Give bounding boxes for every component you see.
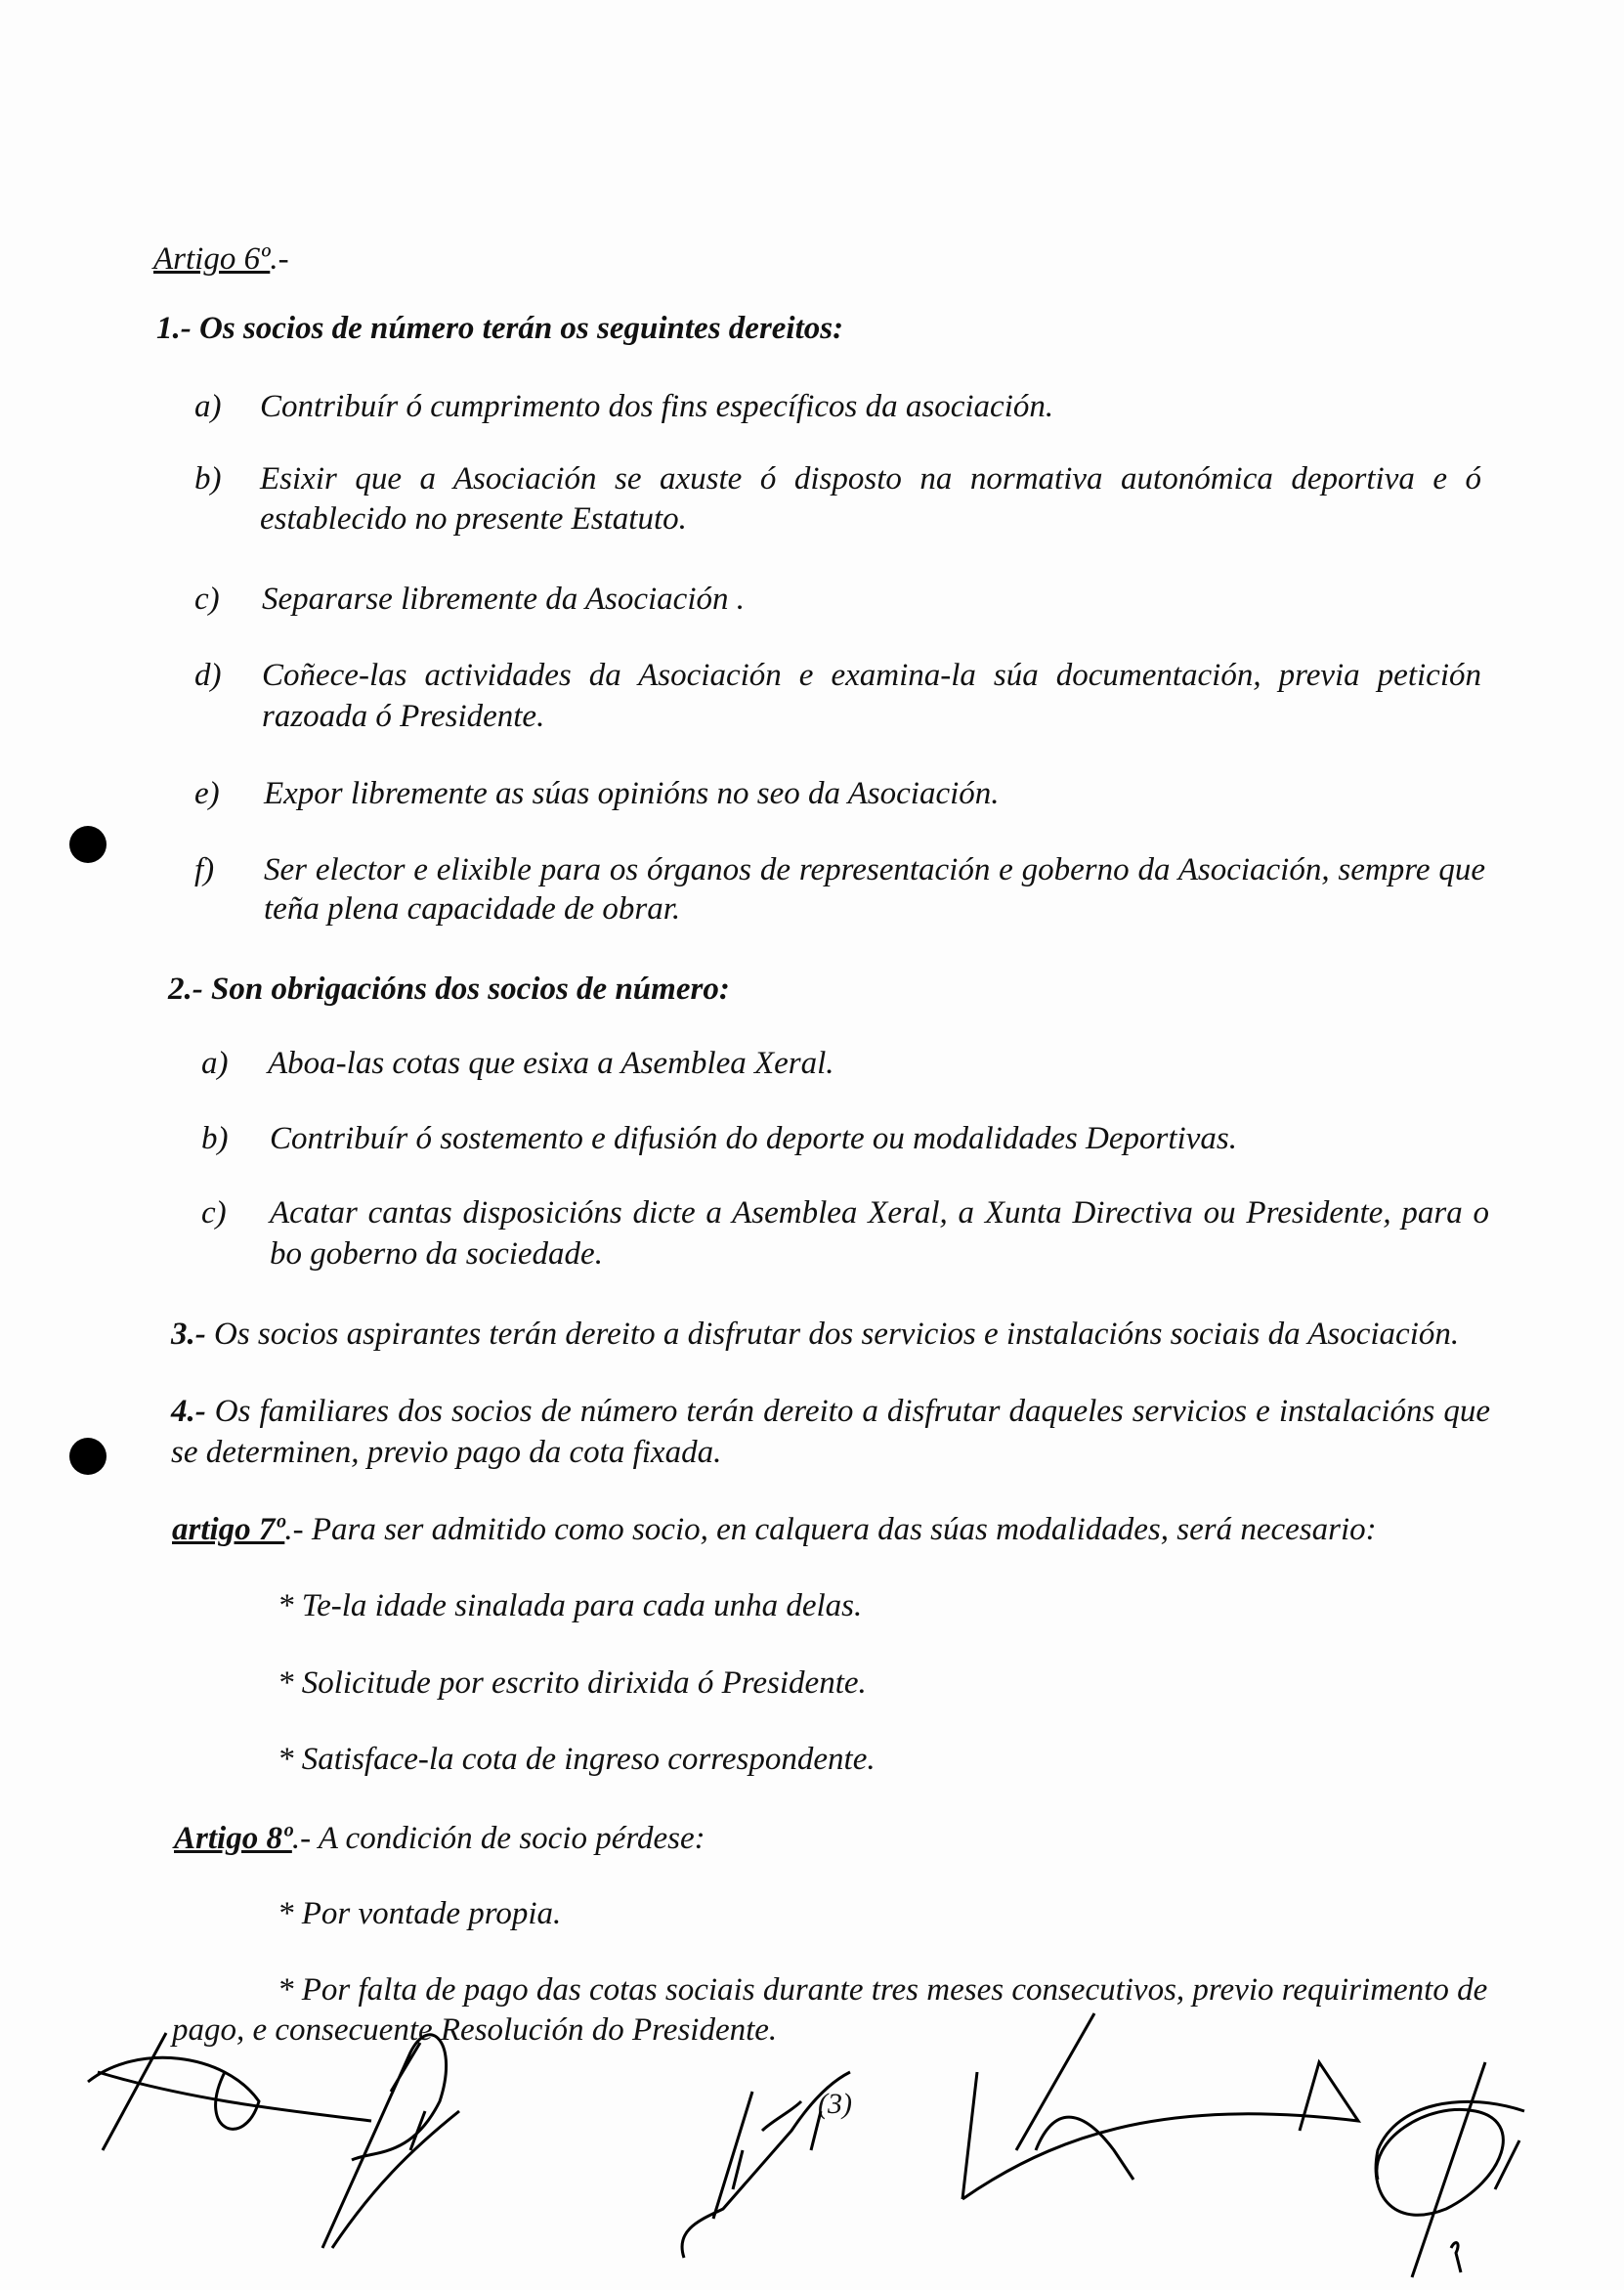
article8: Artigo 8º.- A condición de socio pérdese: — [174, 1821, 705, 1856]
item-text: Acatar cantas disposicións dicte a Asemblea Xeral, a Xunta Directiva ou Presidente, para o — [270, 1195, 1489, 1231]
signature-3 — [682, 2072, 850, 2258]
section1-title: 1.- Os socios de número terán os seguintes dereitos: — [156, 311, 844, 346]
item-label: c) — [201, 1195, 227, 1231]
section4-line1: 4.- Os familiares dos socios de número terán dereito a disfrutar daqueles servicios e instalacións que — [171, 1394, 1491, 1429]
item-text: Ser elector e elixible para os órganos de representación e goberno da Asociación, sempre que — [264, 852, 1485, 887]
item-label: a) — [201, 1046, 229, 1081]
item-text: Expor libremente as súas opinións no seo da Asociación. — [264, 776, 1000, 811]
item-text: Aboa-las cotas que esixa a Asemblea Xeral. — [268, 1046, 834, 1081]
item-label: c) — [194, 582, 220, 617]
section4-line2: se determinen, previo pago da cota fixada. — [171, 1435, 722, 1470]
item-text: Contribuír ó sostemento e difusión do deporte ou modalidades Deportivas. — [270, 1121, 1237, 1156]
item-text: Separarse libremente da Asociación . — [262, 582, 746, 617]
item-label: f) — [194, 852, 215, 887]
item-text: Esixir que a Asociación se axuste ó disposto na normativa autonómica deportiva e ó — [260, 461, 1481, 497]
item-label: b) — [201, 1121, 229, 1156]
article7: artigo 7º.- Para ser admitido como socio, en calquera das súas modalidades, será necesario: — [172, 1512, 1377, 1547]
bullet: * Te-la idade sinalada para cada unha delas. — [278, 1588, 863, 1623]
section2-title: 2.- Son obrigacións dos socios de número: — [168, 972, 730, 1007]
signature-4 — [962, 2013, 1358, 2199]
item-text: teña plena capacidade de obrar. — [264, 891, 681, 927]
article6-heading: Artigo 6º.- — [153, 241, 289, 277]
bullet: * Por vontade propia. — [278, 1896, 562, 1931]
item-label: d) — [194, 658, 222, 693]
continuation: pago, e consecuente Resolución do Presidente. — [172, 2012, 778, 2048]
item-text: razoada ó Presidente. — [262, 699, 545, 734]
page-number: (3) — [818, 2088, 852, 2120]
item-text: Coñece-las actividades da Asociación e examina-la súa documentación, previa petición — [262, 658, 1481, 693]
section3: 3.- Os socios aspirantes terán dereito a disfrutar dos servicios e instalacións sociais da Asociación. — [171, 1317, 1460, 1352]
item-label: a) — [194, 389, 222, 424]
bullet: * Solicitude por escrito dirixida ó Presidente. — [278, 1665, 867, 1701]
item-text: Contribuír ó cumprimento dos fins específicos da asociación. — [260, 389, 1054, 424]
signature-1 — [88, 2033, 371, 2150]
signature-5 — [1376, 2062, 1524, 2277]
bullet: * Satisface-la cota de ingreso correspondente. — [278, 1742, 876, 1777]
item-text: bo goberno da sociedade. — [270, 1236, 603, 1272]
item-text: establecido no presente Estatuto. — [260, 501, 687, 537]
item-label: e) — [194, 776, 220, 811]
bullet: * Por falta de pago das cotas sociais durante tres meses consecutivos, previo requirimento de — [278, 1972, 1488, 2008]
item-label: b) — [194, 461, 222, 497]
signature-2 — [322, 2035, 459, 2248]
